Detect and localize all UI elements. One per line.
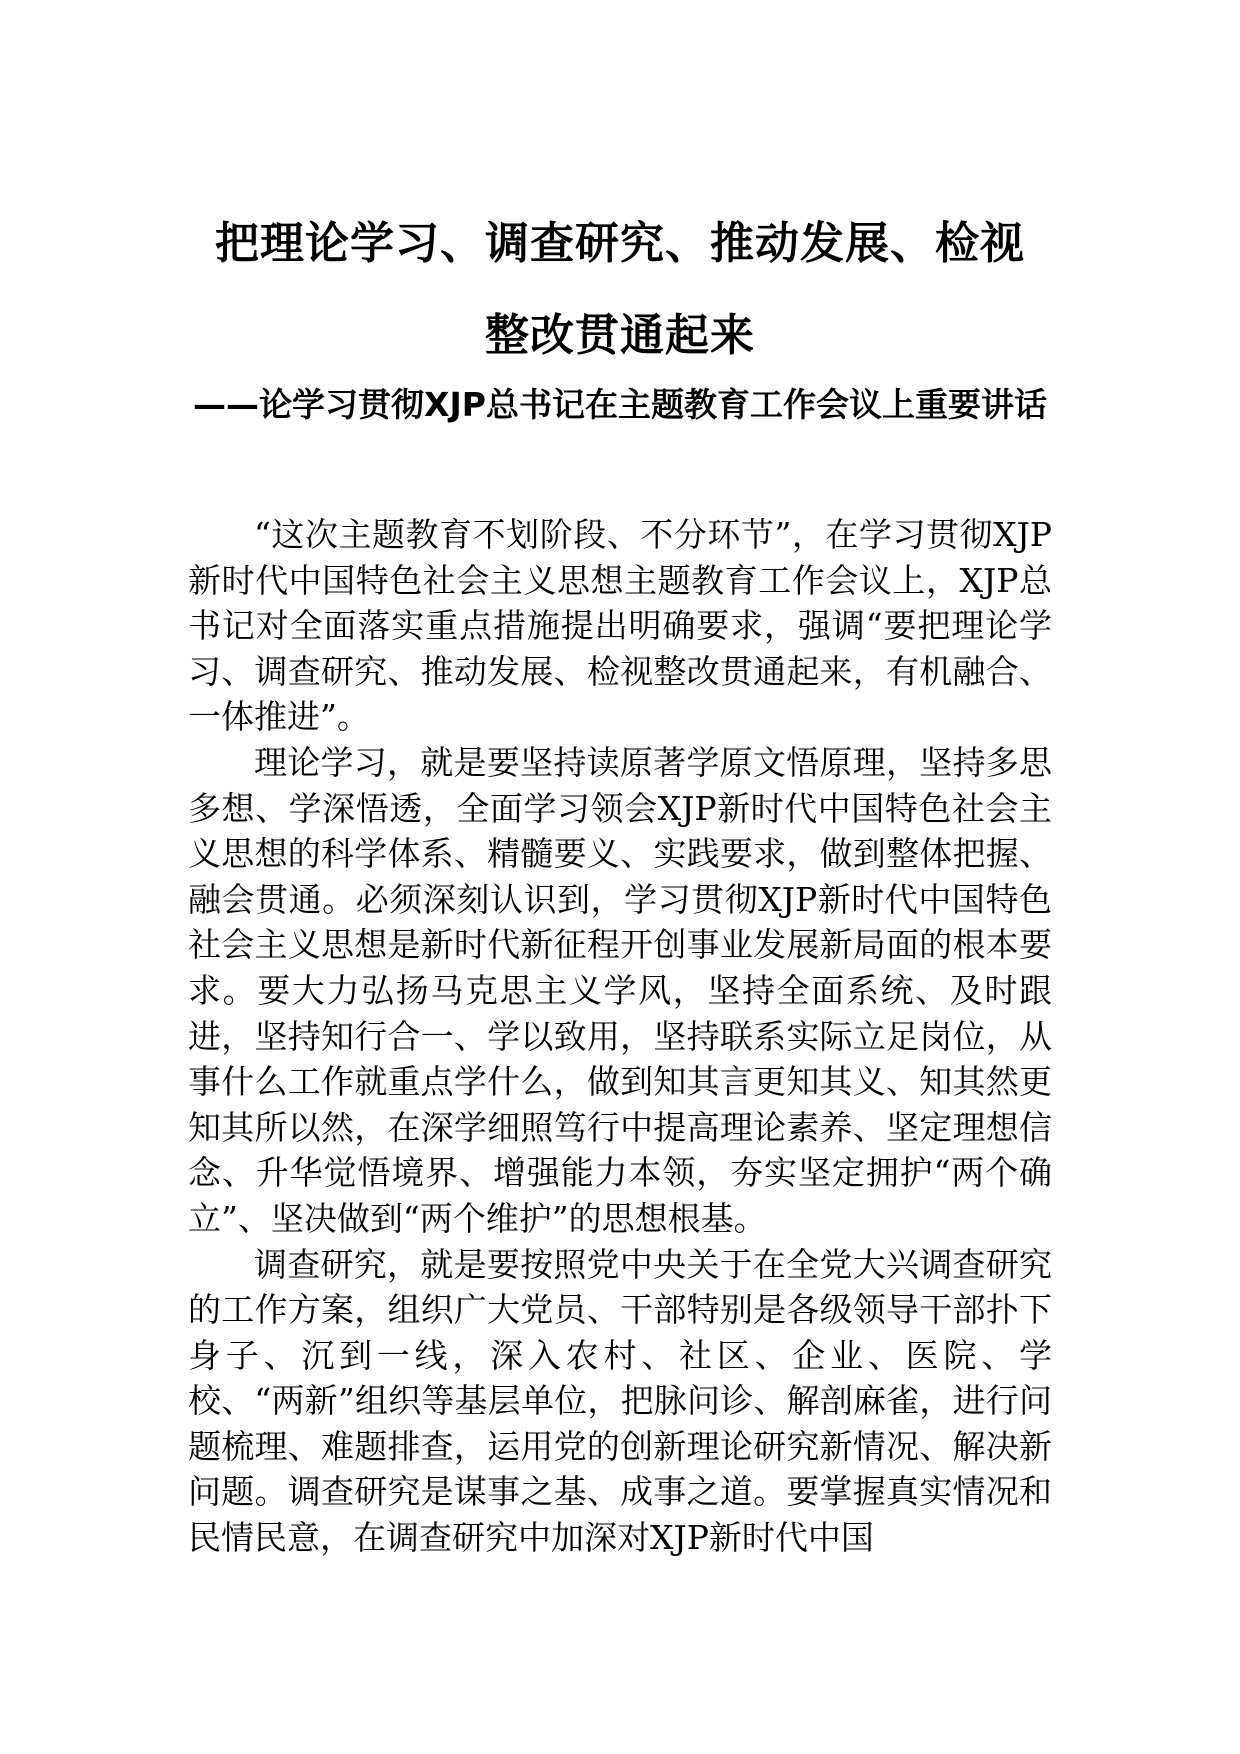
document-subtitle: ——论学习贯彻XJP总书记在主题教育工作会议上重要讲话 bbox=[193, 385, 1047, 424]
document-body bbox=[188, 512, 1052, 1561]
body-paragraph: 理论学习，就是要坚持读原著学原文悟原理，坚持多思多想、学深悟透，全面学习领会XJP新时代中国特色社会主义思想的科学体系、精髓要义、实践要求，做到整体把握、融会贯通。必须深刻认识到，学习贯彻XJP新时代中国特色社会主义思想是新时代新征程开创事业发展新局面的根本要求。要大力弘扬马克思主义学风，坚持全面系统、及时跟进，坚持知行合一、学以致用，坚持联系实际立足岗位，从事什么工作就重点学什么，做到知其言更知其义、知其然更知其所以然，在深学细照笃行中提高理论素养、坚定理想信念、升华觉悟境界、增强能力本领，夯实坚定拥护“两个确立”、坚决做到“两个维护”的思想根基。 bbox=[188, 742, 1052, 1238]
body-paragraph: 调查研究，就是要按照党中央关于在全党大兴调查研究的工作方案，组织广大党员、干部特别是各级领导干部扑下身子、沉到一线，深入农村、社区、企业、医院、学校、“两新”组织等基层单位，把脉问诊、解剖麻雀，进行问题梳理、难题排查，运用党的创新理论研究新情况、解决新问题。调查研究是谋事之基、成事之道。要掌握真实情况和民情民意，在调查研究中加深对XJP新时代中国 bbox=[188, 1244, 1052, 1558]
body-paragraph: “这次主题教育不划阶段、不分环节”，在学习贯彻XJP新时代中国特色社会主义思想主题教育工作会议上，XJP总书记对全面落实重点措施提出明确要求，强调“要把理论学习、调查研究、推动发展、检视整改贯通起来，有机融合、一体推进”。 bbox=[188, 515, 1052, 737]
document-title-line1: 把理论学习、调查研究、推动发展、检视 bbox=[215, 218, 1025, 269]
document-title-line2: 整改贯通起来 bbox=[485, 310, 755, 361]
